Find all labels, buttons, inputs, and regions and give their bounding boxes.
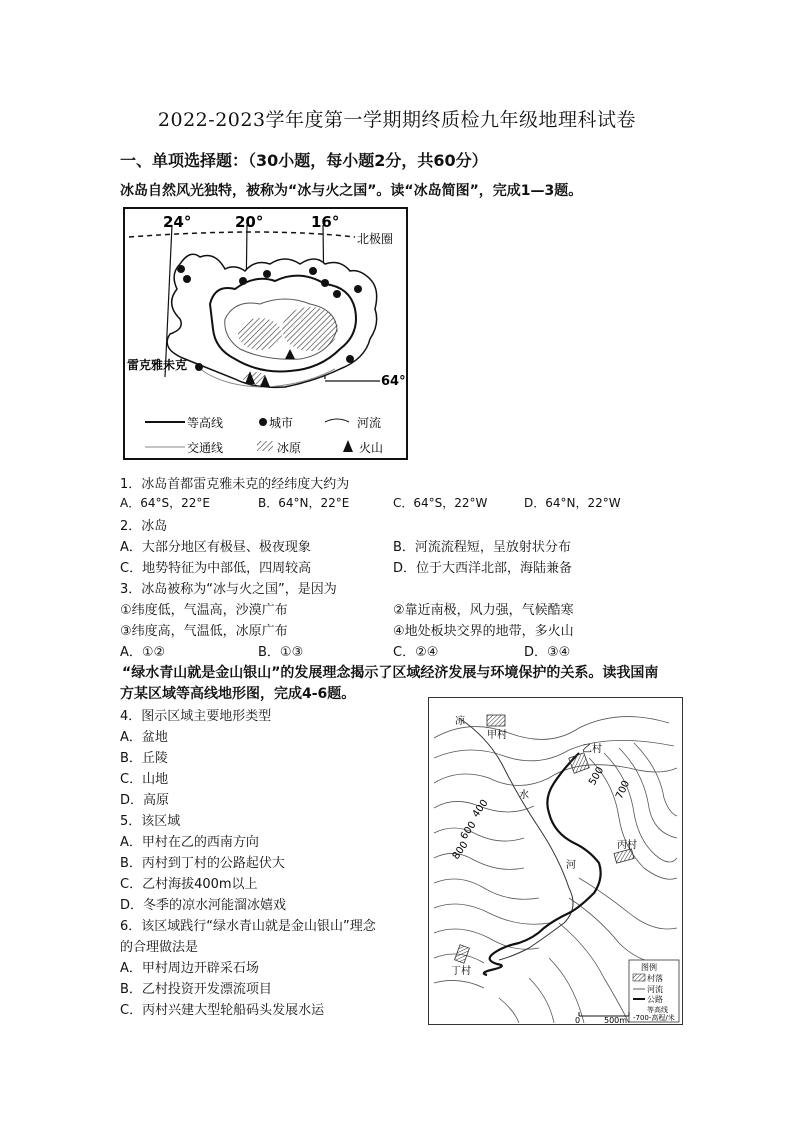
q3-item-3: ③纬度高，气温低，冰原广布 — [120, 624, 288, 639]
legend-glacier: 冰原 — [277, 441, 302, 455]
q6-option-a: A．甲村周边开辟采石场 — [120, 961, 259, 976]
legend-village: 村落 — [647, 974, 663, 983]
iceland-map — [123, 207, 408, 460]
q2-option-c: C．地势特征为中部低，四周较高 — [120, 561, 312, 576]
intro-1: 冰岛自然风光独特，被称为“冰与火之国”。读“冰岛简图”，完成1—3题。 — [120, 183, 583, 199]
q2-stem: 2．冰岛 — [120, 519, 168, 534]
contour-400: 400 — [470, 797, 491, 820]
q3-item-1: ①纬度低，气温高，沙漠广布 — [120, 603, 288, 618]
legend-contour: 等高线 — [187, 416, 224, 430]
q6-stem-line-1: 6．该区域践行“绿水青山就是金山银山”理念 — [120, 919, 376, 934]
q3-option-b: B．①③ — [258, 645, 304, 660]
legend-volcano: 火山 — [359, 441, 384, 455]
q4-option-d: D．高原 — [120, 793, 170, 808]
q1-option-a: A．64°S，22°E — [120, 496, 210, 510]
legend-city: 城市 — [269, 416, 294, 430]
q4-option-a: A．盆地 — [120, 730, 168, 745]
legend-river: 河流 — [647, 985, 663, 994]
legend-traffic: 交通线 — [187, 441, 224, 455]
legend-contour: 等高线 — [647, 1006, 668, 1014]
q3-item-2: ②靠近南极，风力强，气候酷寒 — [393, 603, 574, 618]
scale-zero: 0 — [575, 1016, 581, 1023]
q2-option-a: A．大部分地区有极昼、极夜现象 — [120, 540, 311, 555]
q6-option-b: B．乙村投资开发漂流项目 — [120, 982, 272, 997]
q5-option-a: A．甲村在乙的西南方向 — [120, 835, 259, 850]
contour-map — [428, 697, 683, 1025]
q3-option-c: C．②④ — [393, 645, 439, 660]
q3-option-a: A．①② — [120, 645, 166, 660]
q2-option-b: B．河流流程短，呈放射状分布 — [393, 540, 571, 555]
q3-option-d: D．③④ — [524, 645, 571, 660]
legend-title: 图例 — [641, 963, 657, 972]
q1-option-d: D．64°N，22°W — [524, 496, 621, 510]
q4-option-c: C．山地 — [120, 772, 169, 787]
capital-label: 雷克雅未克 — [127, 358, 188, 372]
lat-64-label: 64° — [381, 374, 406, 389]
q1-option-b: B．64°N，22°E — [258, 496, 350, 510]
lon-20-label: 20° — [235, 213, 264, 231]
lon-16-label: 16° — [311, 213, 340, 231]
contour-500: 500 — [587, 765, 607, 788]
he-label: 河 — [566, 860, 576, 871]
jia-village-label: 甲村 — [487, 730, 507, 741]
section-heading: 一、单项选择题：（30小题，每小题2分，共60分） — [120, 151, 488, 170]
arctic-circle-label: 北极圈 — [357, 232, 394, 246]
q4-option-b: B．丘陵 — [120, 751, 168, 766]
ding-village-label: 丁村 — [451, 966, 471, 977]
q5-stem: 5．该区域 — [120, 814, 181, 829]
q4-stem: 4．图示区域主要地形类型 — [120, 709, 272, 724]
contour-800: 800 — [450, 839, 471, 862]
scale-500m: 500m — [604, 1016, 628, 1023]
q5-option-c: C．乙村海拔400m以上 — [120, 877, 258, 892]
q3-item-4: ④地处板块交界的地带，多火山 — [393, 624, 574, 639]
legend-river: 河流 — [357, 416, 382, 430]
q3-stem: 3．冰岛被称为“冰与火之国”，是因为 — [120, 582, 337, 597]
liang-label: 凉 — [455, 716, 465, 727]
contour-600: 600 — [458, 819, 479, 842]
q1-option-c: C．64°S，22°W — [393, 496, 488, 510]
q2-option-d: D．位于大西洋北部，海陆兼备 — [393, 561, 573, 576]
intro-2-line-2: 方某区域等高线地形图，完成4-6题。 — [120, 686, 356, 702]
legend-elevation: -700-高程/米 — [633, 1014, 675, 1022]
q1-stem: 1．冰岛首都雷克雅未克的经纬度大约为 — [120, 477, 350, 492]
intro-2-line-1: “绿水青山就是金山银山”的发展理念揭示了区域经济发展与环境保护的关系。读我国南 — [122, 665, 659, 681]
yi-village-label: 乙村 — [582, 744, 602, 755]
q5-option-d: D．冬季的凉水河能溜冰嬉戏 — [120, 898, 287, 913]
shui-label: 水 — [519, 790, 529, 801]
q6-stem-line-2: 的合理做法是 — [120, 940, 199, 955]
q6-option-c: C．丙村兴建大型轮船码头发展水运 — [120, 1003, 325, 1018]
contour-700: 700 — [614, 778, 633, 801]
lon-24-label: 24° — [163, 213, 192, 231]
q5-option-b: B．丙村到丁村的公路起伏大 — [120, 856, 285, 871]
page-title: 2022-2023学年度第一学期期终质检九年级地理科试卷 — [157, 109, 637, 131]
legend-road: 公路 — [647, 995, 663, 1004]
bing-village-label: 丙村 — [617, 840, 637, 851]
